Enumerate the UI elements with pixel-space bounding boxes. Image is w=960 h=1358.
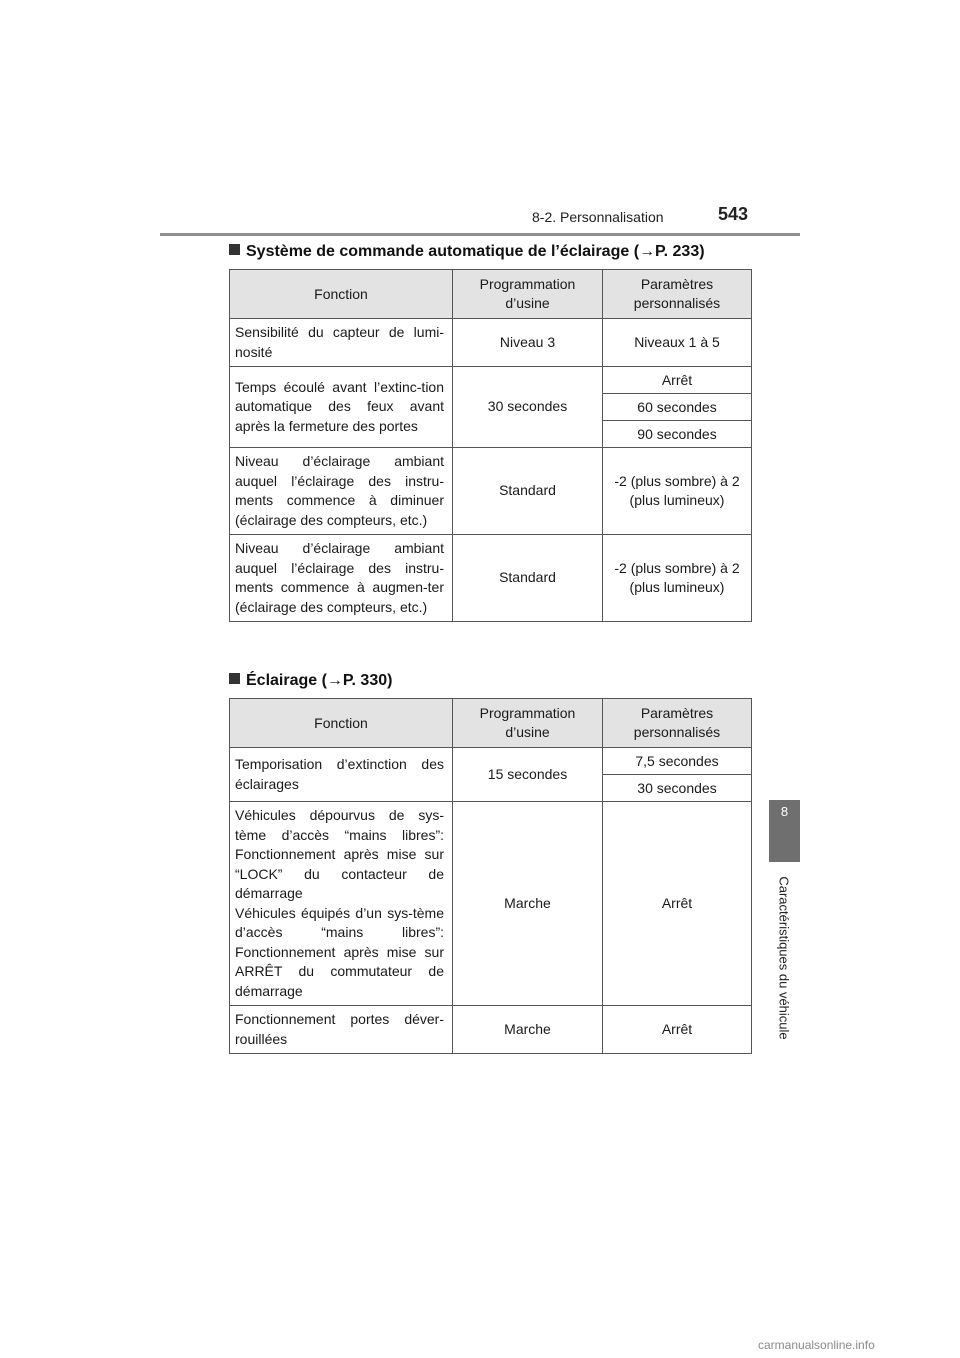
section-title: Éclairage (→P. 330) — [246, 672, 393, 689]
function-cell: Niveau d’éclairage ambiant auquel l’éclairage des instru-ments commence à diminuer (éclairage des compteurs, etc.) — [230, 448, 453, 535]
chapter-tab — [769, 800, 800, 862]
option-cell: Arrêt — [603, 367, 752, 394]
table-row — [230, 748, 752, 775]
option-cell: Arrêt — [603, 802, 752, 1006]
option-cell: -2 (plus sombre) à 2 (plus lumineux) — [603, 535, 752, 622]
section-title: Système de commande automatique de l’éclairage (→P. 233) — [246, 243, 705, 260]
function-cell: Fonctionnement portes déver-rouillées — [230, 1006, 453, 1054]
function-cell: Temps écoulé avant l’extinc-tion automatique des feux avant après la fermeture des portes — [230, 367, 453, 448]
table-row — [230, 1006, 752, 1054]
table-header-row — [230, 270, 752, 319]
table-row — [230, 802, 752, 1006]
watermark-text: carmanualsonline.info — [758, 1338, 875, 1352]
section-heading-auto-lighting — [229, 243, 705, 261]
chapter-title: Caractéristiques du véhicule — [776, 876, 792, 1040]
function-text-variant-a: Véhicules dépourvus de sys-tème d’accès “mains libres”: Fonctionnement après mise sur “LOCK” du contacteur de démarrage — [235, 807, 444, 901]
table-row — [230, 319, 752, 367]
option-cell: 7,5 secondes — [603, 748, 752, 775]
chapter-number: 8 — [780, 804, 789, 819]
square-bullet-icon — [229, 244, 240, 255]
column-header: Paramètres personnalisés — [603, 270, 752, 319]
default-cell: 30 secondes — [453, 367, 603, 448]
auto-lighting-table — [229, 269, 752, 622]
header-section-title: 8-2. Personnalisation — [532, 209, 664, 225]
option-cell: Arrêt — [603, 1006, 752, 1054]
table-row — [230, 367, 752, 394]
table-row — [230, 535, 752, 622]
function-cell — [230, 802, 453, 1006]
option-cell: 60 secondes — [603, 394, 752, 421]
default-cell: Marche — [453, 1006, 603, 1054]
default-cell: Marche — [453, 802, 603, 1006]
option-cell: 30 secondes — [603, 775, 752, 802]
function-text-variant-b: Véhicules équipés d’un sys-tème d’accès “mains libres”: Fonctionnement après mise sur ARRÊT du commutateur de démarrage — [235, 904, 444, 999]
default-cell: Standard — [453, 448, 603, 535]
page-number: 543 — [718, 204, 749, 224]
default-cell: 15 secondes — [453, 748, 603, 802]
lighting-table — [229, 698, 752, 1054]
function-cell: Niveau d’éclairage ambiant auquel l’éclairage des instru-ments commence à augmen-ter (éclairage des compteurs, etc.) — [230, 535, 453, 622]
default-cell: Niveau 3 — [453, 319, 603, 367]
default-cell: Standard — [453, 535, 603, 622]
column-header: Fonction — [230, 270, 453, 319]
section-heading-lighting — [229, 672, 392, 690]
option-cell: Niveaux 1 à 5 — [603, 319, 752, 367]
square-bullet-icon — [229, 673, 240, 684]
option-cell: -2 (plus sombre) à 2 (plus lumineux) — [603, 448, 752, 535]
table-header-row — [230, 699, 752, 748]
column-header: Fonction — [230, 699, 453, 748]
option-cell: 90 secondes — [603, 421, 752, 448]
function-cell: Sensibilité du capteur de lumi-nosité — [230, 319, 453, 367]
column-header: Programmation d’usine — [453, 699, 603, 748]
header-divider — [160, 233, 800, 236]
function-cell: Temporisation d’extinction des éclairages — [230, 748, 453, 802]
table-row — [230, 448, 752, 535]
column-header: Paramètres personnalisés — [603, 699, 752, 748]
column-header: Programmation d’usine — [453, 270, 603, 319]
